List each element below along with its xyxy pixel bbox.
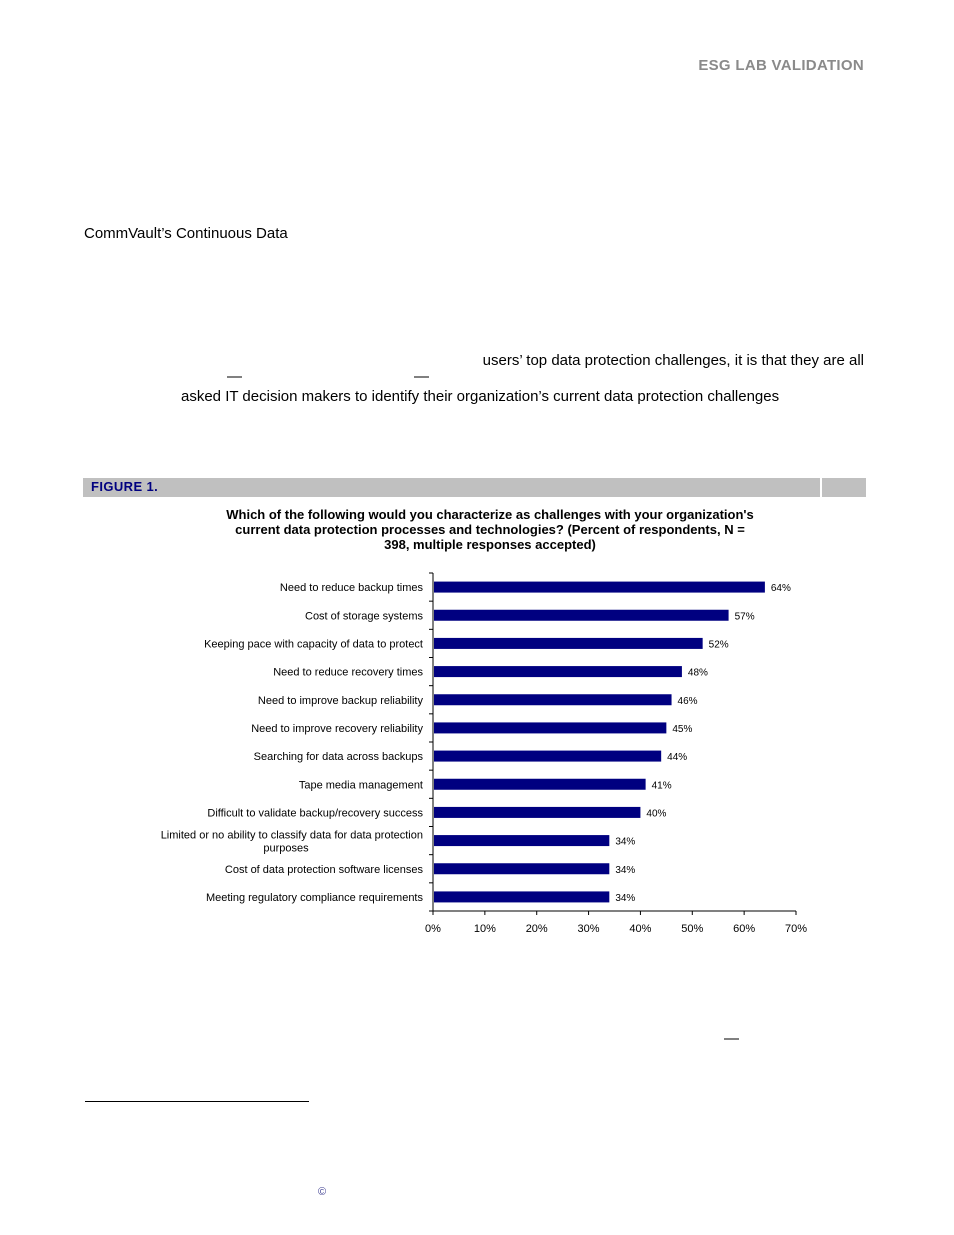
bar <box>434 779 646 790</box>
bar-value-label: 41% <box>651 780 672 792</box>
category-label: Need to reduce recovery times <box>273 666 423 679</box>
bar-value-label: 34% <box>615 892 636 904</box>
category-label: Need to improve backup reliability <box>257 694 423 707</box>
bar-value-label: 44% <box>667 752 688 764</box>
category-label: Cost of data protection software licenses <box>224 863 423 876</box>
report-header-label: ESG LAB VALIDATION <box>698 57 864 74</box>
category-label: Cost of storage systems <box>305 610 423 623</box>
bar <box>434 694 672 705</box>
category-label: Limited or no ability to classify data for data protection <box>160 829 423 842</box>
bar-value-label: 46% <box>677 695 698 707</box>
category-label-continuation: purposes <box>263 842 309 855</box>
x-tick-label: 10% <box>473 923 496 935</box>
body-text-line-1: CommVault’s Continuous Data <box>84 225 288 242</box>
x-tick-label: 50% <box>681 923 704 935</box>
body-text-line-2: users’ top data protection challenges, it is that they are all <box>482 352 864 369</box>
bar <box>434 751 661 762</box>
footnote-separator <box>85 1101 309 1102</box>
category-label: Keeping pace with capacity of data to protect <box>204 638 423 651</box>
bar <box>434 863 609 874</box>
category-label: Difficult to validate backup/recovery success <box>207 807 423 820</box>
bar-value-label: 34% <box>615 864 636 876</box>
bar <box>434 722 666 733</box>
bar <box>434 835 609 846</box>
chart-title-line-3: 398, multiple responses accepted) <box>384 537 596 552</box>
bar-value-label: 40% <box>646 808 667 820</box>
category-label: Searching for data across backups <box>253 751 423 764</box>
chart-title-line-1: Which of the following would you characterize as challenges with your organization's <box>226 507 754 522</box>
body-text-line-3: asked IT decision makers to identify their organization’s current data protection challenges <box>181 388 780 405</box>
x-tick-label: 70% <box>784 923 808 935</box>
bar-value-label: 34% <box>615 836 636 848</box>
bar <box>434 891 609 902</box>
category-label: Tape media management <box>298 779 423 792</box>
bar-value-label: 52% <box>708 639 729 651</box>
x-tick-label: 0% <box>425 923 441 935</box>
bar <box>434 610 729 621</box>
em-dash-2: — <box>414 368 429 385</box>
bar <box>434 807 640 818</box>
copyright-symbol: © <box>318 1186 327 1198</box>
x-tick-label: 60% <box>733 923 756 935</box>
x-tick-label: 40% <box>629 923 652 935</box>
chart-title-line-2: current data protection processes and technologies? (Percent of respondents, N = <box>235 522 745 537</box>
bar <box>434 582 765 593</box>
bar-value-label: 57% <box>734 611 755 623</box>
bar-value-label: 64% <box>770 583 791 595</box>
x-tick-label: 30% <box>577 923 600 935</box>
bar-value-label: 48% <box>687 667 708 679</box>
bar-value-label: 45% <box>672 723 693 735</box>
category-label: Meeting regulatory compliance requirements <box>205 891 423 904</box>
em-dash-1: — <box>227 368 242 385</box>
bar <box>434 638 703 649</box>
category-label: Need to improve recovery reliability <box>251 722 423 735</box>
figure-label: FIGURE 1. <box>91 479 159 494</box>
bar <box>434 666 682 677</box>
x-tick-label: 20% <box>525 923 548 935</box>
em-dash-3: — <box>724 1030 739 1047</box>
category-label: Need to reduce backup times <box>279 582 423 595</box>
